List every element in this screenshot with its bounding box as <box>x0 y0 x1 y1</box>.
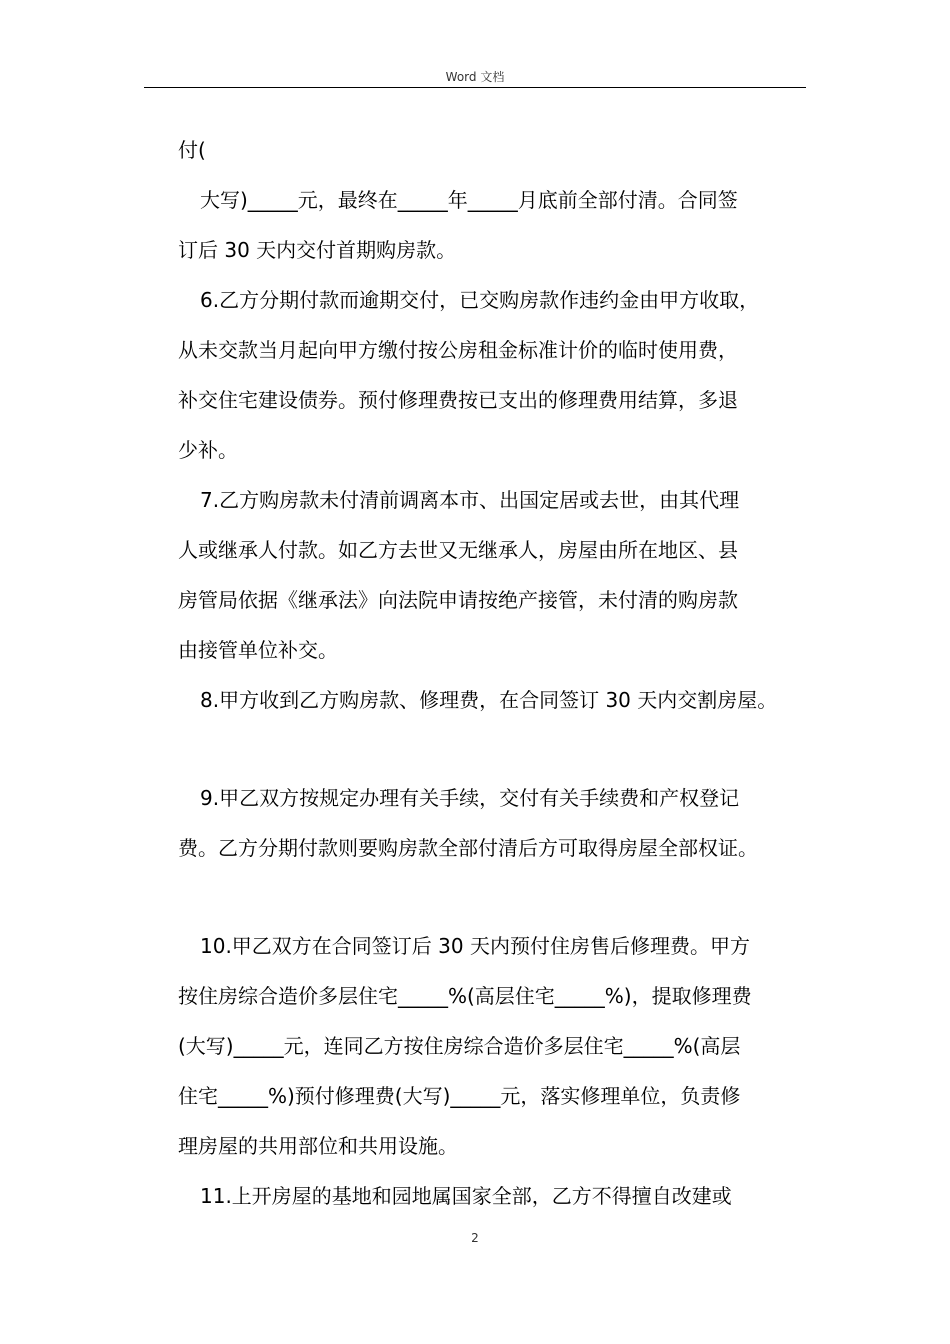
text-line: 住宅_____%)预付修理费(大写)_____元，落实修理单位，负责修 <box>178 1084 741 1108</box>
page-number: 2 <box>471 1231 479 1245</box>
text-line: 人或继承人付款。如乙方去世又无继承人，房屋由所在地区、县 <box>178 538 738 562</box>
text-line: 订后 30 天内交付首期购房款。 <box>178 238 457 262</box>
text-line: 理房屋的共用部位和共用设施。 <box>178 1134 458 1158</box>
text-line: 少补。 <box>178 438 238 462</box>
text-line: 7.乙方购房款未付清前调离本市、出国定居或去世，由其代理 <box>200 488 740 512</box>
text-line: 付( <box>178 138 206 162</box>
text-line: 房管局依据《继承法》向法院申请按绝产接管，未付清的购房款 <box>178 588 738 612</box>
text-line: 补交住宅建设债券。预付修理费按已支出的修理费用结算，多退 <box>178 388 738 412</box>
text-line: 大写)_____元，最终在_____年_____月底前全部付清。合同签 <box>200 188 738 212</box>
text-line: 由接管单位补交。 <box>178 638 338 662</box>
text-line: 费。乙方分期付款则要购房款全部付清后方可取得房屋全部权证。 <box>178 836 758 860</box>
page-header-title: Word 文档 <box>445 70 505 84</box>
text-line: 从未交款当月起向甲方缴付按公房租金标准计价的临时使用费， <box>178 338 738 362</box>
text-line: 按住房综合造价多层住宅_____%(高层住宅_____%)，提取修理费 <box>178 984 752 1008</box>
text-line: 11.上开房屋的基地和园地属国家全部，乙方不得擅自改建或 <box>200 1184 732 1208</box>
header-divider <box>144 87 806 88</box>
text-line: 8.甲方收到乙方购房款、修理费，在合同签订 30 天内交割房屋。 <box>200 688 778 712</box>
text-line: 10.甲乙双方在合同签订后 30 天内预付住房售后修理费。甲方 <box>200 934 750 958</box>
text-line: 9.甲乙双方按规定办理有关手续，交付有关手续费和产权登记 <box>200 786 740 810</box>
text-line: 6.乙方分期付款而逾期交付，已交购房款作违约金由甲方收取， <box>200 288 760 312</box>
text-line: (大写)_____元，连同乙方按住房综合造价多层住宅_____%(高层 <box>178 1034 741 1058</box>
